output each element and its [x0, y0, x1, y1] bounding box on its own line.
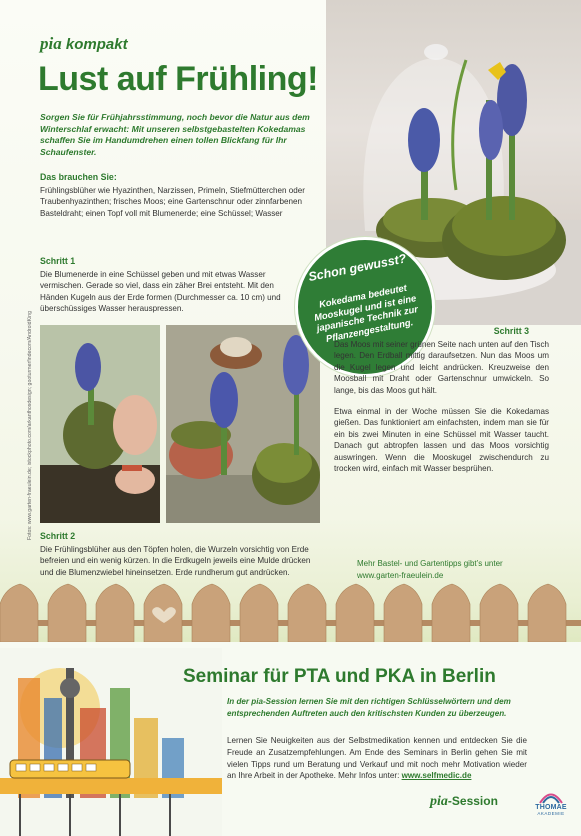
badge-text: Kokedama bedeutet Mooskugel und ist eine japanische Technik zur Pflanzengestaltung. — [313, 281, 419, 344]
photo-credit-text: Fotos: www.garten-fraeulein.de; istockphoto.com/arkanthosdesign; gooturmerfindecom/AndroidKing — [27, 311, 33, 540]
photo-credit — [27, 300, 35, 540]
logo-sub: AKADEMIE — [537, 811, 565, 816]
logo-name: THOMAE — [535, 804, 567, 811]
session-brand: pia — [430, 794, 448, 809]
potted-hyacinths-image — [166, 325, 320, 523]
page-title: Lust auf Frühling! — [38, 60, 318, 98]
step-2-text: Die Frühlingsblüher aus den Töpfen holen, die Wurzeln vorsichtig von Erde befreien und ein wenig kürzen. In die Erdkugeln jeweils eine Mulde drücken und die Blumenzwiebel hineinsetzen. Erde rundherum gut andrücken. — [40, 545, 311, 577]
thomae-akademie-logo — [527, 790, 575, 830]
seminar-body-text: Lernen Sie Neuigkeiten aus der Selbstmedikation kennen und entdecken Sie die Freude an Zusatzempfehlungen. Am Ende des Seminars in Berlin gehen Sie mit vielen Tipps rund um Beratung und Verkauf und mit noch mehr Motivation wieder an Ihre Arbeit in der Apotheke. Mehr Infos unter: — [227, 736, 527, 781]
step-2 — [40, 531, 322, 578]
badge-heading: Schon gewusst? — [307, 251, 408, 285]
pia-session-logo — [430, 794, 498, 810]
session-label: -Session — [447, 794, 498, 808]
step-2-photo — [166, 325, 320, 523]
materials-block — [40, 172, 312, 219]
materials-text: Frühlingsblüher wie Hyazinthen, Narzissen, Primeln, Stiefmütterchen oder Traubenhyazinthen; frisches Moos; eine Gartenschnur oder zinnfarbenen Basteldraht; einen Topf voll mit Blumenerde; eine Schüssel; Wasser — [40, 186, 305, 218]
more-tips — [357, 558, 503, 582]
step-3-heading: Schritt 3 — [493, 326, 529, 336]
step-3-text-2: Etwa einmal in der Woche müssen Sie die Kokedamas gießen. Das funktioniert am einfachsten, indem man sie für ein bis zwei Minuten in eine Schüssel mit Wasser taucht. Danach gut abtropfen lassen und das Moos vorsichtig auswringen. Wenn die Mooskugel zwischendurch zu trocken wird, einfach mit Wasser besprühen. — [334, 407, 549, 474]
step-1-text: Die Blumenerde in eine Schüssel geben und mit etwas Wasser vermischen. Gerade so viel, dass ein zäher Brei entsteht. Mit den Händen Kugeln aus der Erde formen (Durchmesser ca. 10 cm) und überschüssiges Wasser herauspressen. — [40, 270, 281, 314]
seminar-title: Seminar für PTA und PKA in Berlin — [183, 666, 496, 687]
step-2-heading: Schritt 2 — [40, 531, 76, 541]
materials-heading: Das brauchen Sie: — [40, 172, 117, 182]
step-1-photo — [40, 325, 160, 523]
more-tips-text: Mehr Bastel- und Gartentipps gibt’s unter — [357, 559, 503, 568]
intro-text: Sorgen Sie für Frühjahrsstimmung, noch bevor die Natur aus dem Winterschlaf erwacht: Mit unseren selbstgebastelten Kokedamas schaffen Sie im Handumdrehen einen tollen Blickfang für Ihr Schaufenster. — [40, 112, 310, 157]
step-3-text: Das Moos mit seiner grünen Seite nach unten auf den Tisch legen. Den Erdball mittig daraufsetzen. Nun das Moos um die Kugel legen und leicht andrücken. Kreuzweise den Moosball mit Draht oder Gartenschnur umwickeln. So lange, bis das Moos gut hält. — [334, 340, 549, 395]
brand-logo: pia — [40, 34, 62, 53]
section-name: kompakt — [65, 36, 128, 53]
seminar-link[interactable]: www.selfmedic.de — [401, 771, 472, 781]
seminar-intro: In der pia-Session lernen Sie mit den richtigen Schlüsselwörtern und dem entsprechenden Auftreten auch den kritischsten Kunden zu überzeugen. — [227, 697, 511, 718]
section-label — [40, 34, 128, 54]
seminar-body — [227, 735, 527, 782]
wooden-fence-decoration — [0, 582, 581, 642]
more-tips-link[interactable]: www.garten-fraeulein.de — [357, 571, 444, 580]
hands-kokedama-image — [40, 325, 160, 523]
thomae-arc-icon — [538, 790, 564, 804]
step-1 — [40, 256, 302, 315]
step-3 — [334, 326, 549, 474]
step-1-heading: Schritt 1 — [40, 256, 76, 266]
